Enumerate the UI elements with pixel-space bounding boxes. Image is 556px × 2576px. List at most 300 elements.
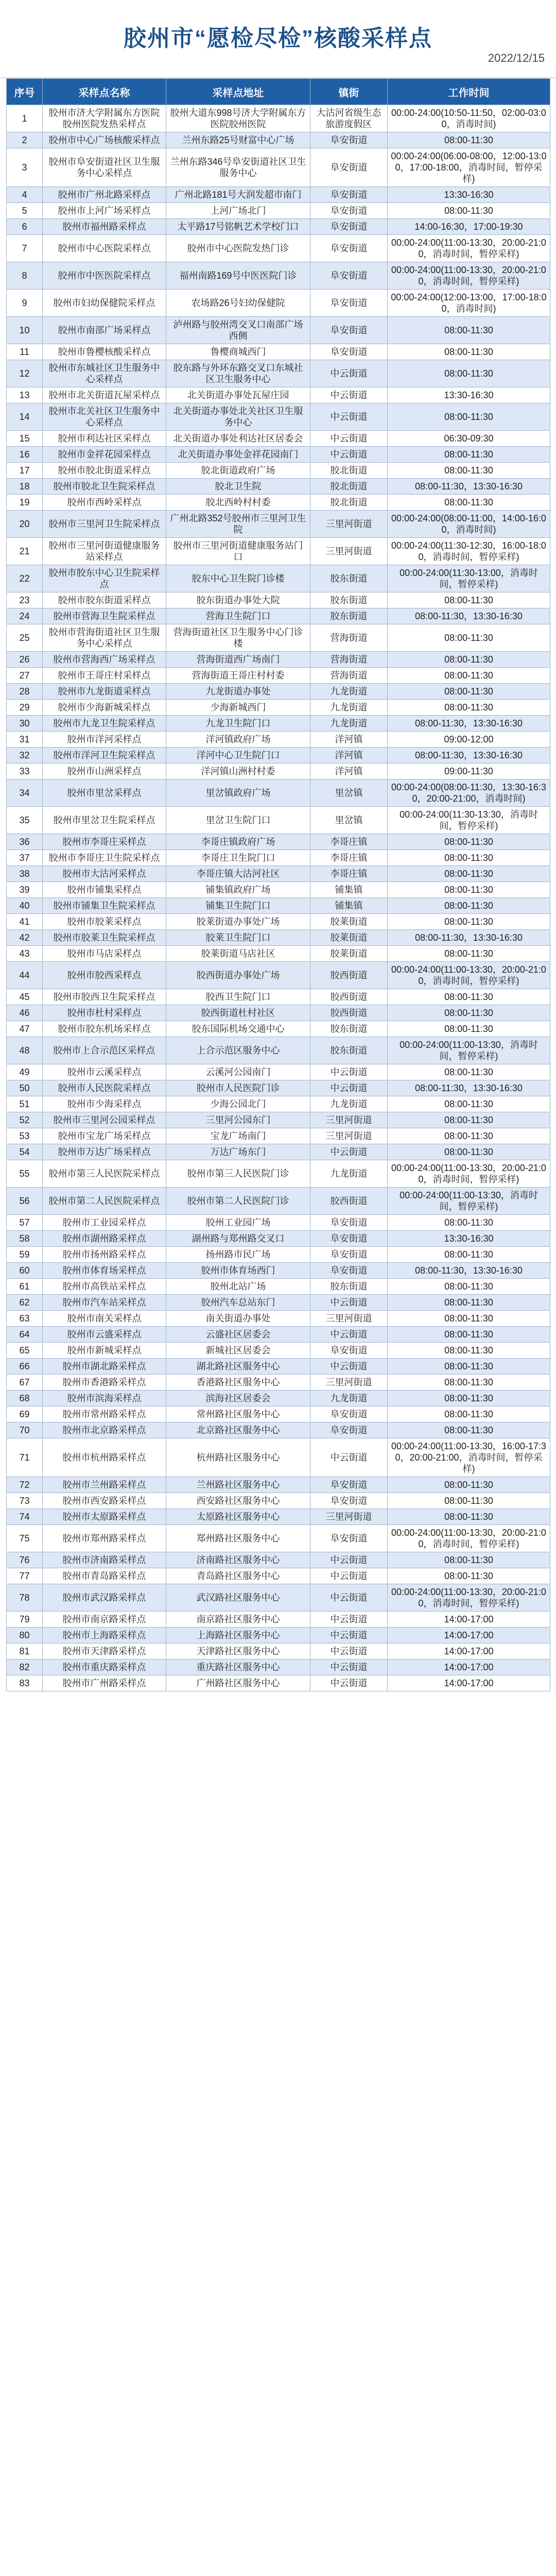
cell-index: 26 <box>7 652 43 668</box>
cell-index: 53 <box>7 1128 43 1144</box>
cell-index: 39 <box>7 882 43 898</box>
cell-index: 12 <box>7 360 43 387</box>
cell-hours: 08:00-11:30 <box>388 914 550 930</box>
cell-town: 中云街道 <box>310 1643 388 1659</box>
cell-address: 杭州路社区服务中心 <box>166 1438 310 1477</box>
cell-address: 胶西街道杜村社区 <box>166 1005 310 1021</box>
cell-hours: 14:00-17:00 <box>388 1612 550 1628</box>
cell-address: 宝龙广场南门 <box>166 1128 310 1144</box>
cell-hours: 08:00-11:30 <box>388 1144 550 1160</box>
cell-hours: 08:00-11:30 <box>388 203 550 219</box>
cell-address: 扬州路市民广场 <box>166 1247 310 1263</box>
cell-hours: 08:00-11:30 <box>388 447 550 463</box>
col-header-address: 采样点地址 <box>166 79 310 105</box>
table-row <box>7 684 550 700</box>
table-row <box>7 1659 550 1675</box>
cell-town: 阜安街道 <box>310 132 388 148</box>
cell-hours: 08:00-11:30 <box>388 344 550 360</box>
cell-address: 兰州路社区服务中心 <box>166 1477 310 1493</box>
table-row <box>7 1525 550 1552</box>
cell-address: 胶北卫生院 <box>166 479 310 495</box>
cell-address: 云盛社区居委会 <box>166 1327 310 1343</box>
cell-hours: 00:00-24:00(11:00-13:30，20:00-21:00，消毒时间，暂停采样) <box>388 235 550 262</box>
cell-index: 44 <box>7 962 43 989</box>
cell-town: 九龙街道 <box>310 684 388 700</box>
cell-hours: 00:00-24:00(08:00-11:30，13:30-16:30，20:00-21:00，消毒时间) <box>388 779 550 807</box>
cell-hours: 08:00-11:30 <box>388 1247 550 1263</box>
table-row <box>7 290 550 317</box>
cell-index: 66 <box>7 1359 43 1375</box>
cell-town: 中云街道 <box>310 1612 388 1628</box>
cell-address: 南关街道办事处 <box>166 1311 310 1327</box>
cell-town: 阜安街道 <box>310 235 388 262</box>
cell-hours: 08:00-11:30 <box>388 989 550 1005</box>
cell-town: 洋河镇 <box>310 764 388 779</box>
cell-address: 上海路社区服务中心 <box>166 1628 310 1643</box>
cell-site-name: 胶州市鲁樱核酸采样点 <box>43 344 166 360</box>
cell-index: 45 <box>7 989 43 1005</box>
cell-hours: 08:00-11:30 <box>388 1477 550 1493</box>
cell-address: 里岔卫生院门口 <box>166 807 310 834</box>
table-row <box>7 1295 550 1311</box>
table-row <box>7 403 550 431</box>
table-row <box>7 447 550 463</box>
cell-town: 中云街道 <box>310 1659 388 1675</box>
cell-site-name: 胶州市胶西卫生院采样点 <box>43 989 166 1005</box>
cell-index: 40 <box>7 898 43 914</box>
sampling-sites-table <box>6 78 550 1691</box>
cell-site-name: 胶州市天津路采样点 <box>43 1643 166 1659</box>
cell-site-name: 胶州市三里河公园采样点 <box>43 1112 166 1128</box>
cell-site-name: 胶州市马店采样点 <box>43 946 166 962</box>
cell-town: 胶东街道 <box>310 1037 388 1064</box>
cell-hours: 00:00-24:00(11:00-13:30，20:00-21:00，消毒时间，暂停采样) <box>388 962 550 989</box>
cell-town: 李哥庄镇 <box>310 866 388 882</box>
cell-hours: 08:00-11:30，13:30-16:30 <box>388 479 550 495</box>
cell-town: 阜安街道 <box>310 187 388 203</box>
cell-hours: 09:00-11:30 <box>388 764 550 779</box>
cell-site-name: 胶州市第二人民医院采样点 <box>43 1188 166 1215</box>
cell-index: 59 <box>7 1247 43 1263</box>
cell-town: 阜安街道 <box>310 1477 388 1493</box>
cell-town: 胶西街道 <box>310 962 388 989</box>
page-title: 胶州市“愿检尽检”核酸采样点 <box>124 26 432 51</box>
cell-index: 22 <box>7 565 43 592</box>
cell-town: 阜安街道 <box>310 290 388 317</box>
table-row <box>7 834 550 850</box>
cell-address: 南京路社区服务中心 <box>166 1612 310 1628</box>
cell-hours: 08:00-11:30，13:30-16:30 <box>388 608 550 624</box>
cell-index: 82 <box>7 1659 43 1675</box>
cell-address: 九龙街道办事处 <box>166 684 310 700</box>
cell-town: 李哥庄镇 <box>310 834 388 850</box>
cell-town: 阜安街道 <box>310 1231 388 1247</box>
cell-site-name: 胶州市西岭采样点 <box>43 495 166 511</box>
cell-address: 西安路社区服务中心 <box>166 1493 310 1509</box>
cell-town: 胶东街道 <box>310 1279 388 1295</box>
cell-index: 15 <box>7 431 43 447</box>
cell-hours: 08:00-11:30 <box>388 592 550 608</box>
cell-index: 63 <box>7 1311 43 1327</box>
cell-site-name: 胶州市胶东街道采样点 <box>43 592 166 608</box>
cell-hours: 08:00-11:30 <box>388 684 550 700</box>
cell-address: 福州南路169号中医医院门诊 <box>166 262 310 290</box>
cell-index: 9 <box>7 290 43 317</box>
cell-index: 68 <box>7 1391 43 1406</box>
cell-address: 重庆路社区服务中心 <box>166 1659 310 1675</box>
cell-index: 77 <box>7 1568 43 1584</box>
cell-address: 里岔镇政府广场 <box>166 779 310 807</box>
cell-address: 上合示范区服务中心 <box>166 1037 310 1064</box>
cell-hours: 14:00-17:00 <box>388 1675 550 1691</box>
table-row <box>7 431 550 447</box>
table-row <box>7 1552 550 1568</box>
cell-site-name: 胶州市少海新城采样点 <box>43 700 166 716</box>
cell-hours: 06:30-09:30 <box>388 431 550 447</box>
cell-hours: 00:00-24:00(06:00-08:00，12:00-13:00，17:00-18:00，消毒时间，暂停采样) <box>388 148 550 187</box>
cell-address: 鲁樱商城西门 <box>166 344 310 360</box>
cell-address: 胶州市三里河街道健康服务站门口 <box>166 538 310 565</box>
table-row <box>7 700 550 716</box>
cell-address: 湖州路与郑州路交叉口 <box>166 1231 310 1247</box>
cell-hours: 08:00-11:30 <box>388 1568 550 1584</box>
table-row <box>7 748 550 764</box>
cell-hours: 08:00-11:30 <box>388 1375 550 1391</box>
cell-address: 广州北路352号胶州市三里河卫生院 <box>166 511 310 538</box>
cell-index: 36 <box>7 834 43 850</box>
cell-hours: 08:00-11:30，13:30-16:30 <box>388 748 550 764</box>
cell-address: 九龙卫生院门口 <box>166 716 310 732</box>
cell-site-name: 胶州市金祥花园采样点 <box>43 447 166 463</box>
cell-index: 56 <box>7 1188 43 1215</box>
cell-town: 胶莱街道 <box>310 946 388 962</box>
cell-address: 营海街道社区卫生服务中心门诊楼 <box>166 624 310 652</box>
cell-hours: 08:00-11:30，13:30-16:30 <box>388 716 550 732</box>
table-row <box>7 1096 550 1112</box>
cell-address: 北关街道办事处利达社区居委会 <box>166 431 310 447</box>
cell-address: 北关街道办事处金祥花园南门 <box>166 447 310 463</box>
cell-address: 胶东国际机场交通中心 <box>166 1021 310 1037</box>
cell-site-name: 胶州市杜村采样点 <box>43 1005 166 1021</box>
cell-address: 胶莱街道办事处广场 <box>166 914 310 930</box>
cell-hours: 08:00-11:30 <box>388 1359 550 1375</box>
cell-town: 阜安街道 <box>310 203 388 219</box>
cell-town: 胶东街道 <box>310 1021 388 1037</box>
cell-index: 6 <box>7 219 43 235</box>
table-row <box>7 538 550 565</box>
cell-hours: 00:00-24:00(11:00-13:30，16:00-17:30，20:00-21:00，消毒时间，暂停采样) <box>388 1438 550 1477</box>
table-row <box>7 317 550 344</box>
cell-index: 19 <box>7 495 43 511</box>
cell-address: 胶州市人民医院门诊 <box>166 1080 310 1096</box>
table-row <box>7 624 550 652</box>
cell-address: 洋河中心卫生院门口 <box>166 748 310 764</box>
cell-town: 阜安街道 <box>310 262 388 290</box>
cell-hours: 00:00-24:00(11:00-13:30，20:00-21:00，消毒时间，暂停采样) <box>388 1525 550 1552</box>
table-row <box>7 360 550 387</box>
table-row <box>7 1359 550 1375</box>
table-row <box>7 1327 550 1343</box>
cell-address: 兰州东路25号财富中心广场 <box>166 132 310 148</box>
cell-index: 8 <box>7 262 43 290</box>
cell-town: 胶北街道 <box>310 479 388 495</box>
cell-town: 铺集镇 <box>310 882 388 898</box>
cell-site-name: 胶州市太原路采样点 <box>43 1509 166 1525</box>
table-row <box>7 1493 550 1509</box>
cell-index: 50 <box>7 1080 43 1096</box>
cell-address: 胶州市第三人民医院门诊 <box>166 1160 310 1188</box>
cell-address: 香港路社区服务中心 <box>166 1375 310 1391</box>
table-row <box>7 807 550 834</box>
cell-site-name: 胶州市兰州路采样点 <box>43 1477 166 1493</box>
cell-address: 胶州北站广场 <box>166 1279 310 1295</box>
table-row <box>7 565 550 592</box>
table-row <box>7 989 550 1005</box>
cell-town: 九龙街道 <box>310 1096 388 1112</box>
table-row <box>7 1311 550 1327</box>
cell-address: 胶州工业园广场 <box>166 1215 310 1231</box>
cell-town: 胶西街道 <box>310 1188 388 1215</box>
cell-site-name: 胶州市营海西广场采样点 <box>43 652 166 668</box>
cell-town: 中云街道 <box>310 1568 388 1584</box>
table-row <box>7 592 550 608</box>
cell-town: 中云街道 <box>310 387 388 403</box>
cell-address: 胶北西岭村村委 <box>166 495 310 511</box>
cell-hours: 00:00-24:00(11:00-13:30，20:00-21:00，消毒时间，暂停采样) <box>388 1584 550 1612</box>
cell-town: 胶莱街道 <box>310 914 388 930</box>
cell-address: 胶东路与外环东路交叉口东城社区卫生服务中心 <box>166 360 310 387</box>
cell-address: 湖北路社区服务中心 <box>166 1359 310 1375</box>
cell-town: 三里河街道 <box>310 1112 388 1128</box>
table-row <box>7 764 550 779</box>
cell-site-name: 胶州市利达社区采样点 <box>43 431 166 447</box>
cell-site-name: 胶州市杭州路采样点 <box>43 1438 166 1477</box>
cell-index: 2 <box>7 132 43 148</box>
cell-town: 三里河街道 <box>310 511 388 538</box>
cell-site-name: 胶州市铺集采样点 <box>43 882 166 898</box>
cell-index: 5 <box>7 203 43 219</box>
table-row <box>7 1037 550 1064</box>
table-row <box>7 1612 550 1628</box>
cell-index: 58 <box>7 1231 43 1247</box>
cell-town: 中云街道 <box>310 431 388 447</box>
cell-site-name: 胶州市青岛路采样点 <box>43 1568 166 1584</box>
cell-site-name: 胶州市胶西采样点 <box>43 962 166 989</box>
table-header-row <box>7 79 550 105</box>
cell-town: 中云街道 <box>310 447 388 463</box>
cell-index: 25 <box>7 624 43 652</box>
table-row <box>7 1477 550 1493</box>
cell-address: 太原路社区服务中心 <box>166 1509 310 1525</box>
cell-index: 60 <box>7 1263 43 1279</box>
table-row <box>7 262 550 290</box>
cell-site-name: 胶州市上河广场采样点 <box>43 203 166 219</box>
cell-hours: 00:00-24:00(11:30-13:30，消毒时间，暂停采样) <box>388 807 550 834</box>
cell-town: 李哥庄镇 <box>310 850 388 866</box>
table-row <box>7 1568 550 1584</box>
cell-index: 13 <box>7 387 43 403</box>
cell-index: 52 <box>7 1112 43 1128</box>
cell-index: 80 <box>7 1628 43 1643</box>
cell-hours: 00:00-24:00(11:30-13:00，消毒时间，暂停采样) <box>388 565 550 592</box>
table-row <box>7 1438 550 1477</box>
cell-hours: 08:00-11:30 <box>388 1327 550 1343</box>
cell-address: 少海新城西门 <box>166 700 310 716</box>
cell-site-name: 胶州市滨海采样点 <box>43 1391 166 1406</box>
cell-site-name: 胶州市南京路采样点 <box>43 1612 166 1628</box>
cell-address: 胶州市中心医院发热门诊 <box>166 235 310 262</box>
cell-site-name: 胶州市南关采样点 <box>43 1311 166 1327</box>
cell-hours: 08:00-11:30 <box>388 1493 550 1509</box>
cell-index: 83 <box>7 1675 43 1691</box>
cell-address: 胶东中心卫生院门诊楼 <box>166 565 310 592</box>
table-row <box>7 668 550 684</box>
cell-hours: 08:00-11:30 <box>388 850 550 866</box>
cell-address: 胶州大道东998号济大学附属东方医院胶州医院 <box>166 105 310 132</box>
cell-hours: 08:00-11:30 <box>388 946 550 962</box>
cell-hours: 08:00-11:30 <box>388 1128 550 1144</box>
cell-hours: 13:30-16:30 <box>388 187 550 203</box>
cell-site-name: 胶州市大沽河采样点 <box>43 866 166 882</box>
table-row <box>7 608 550 624</box>
table-row <box>7 1509 550 1525</box>
cell-address: 胶西街道办事处广场 <box>166 962 310 989</box>
cell-address: 三里河公园东门 <box>166 1112 310 1128</box>
col-header-town: 镇街 <box>310 79 388 105</box>
cell-hours: 08:00-11:30 <box>388 1005 550 1021</box>
cell-index: 57 <box>7 1215 43 1231</box>
cell-index: 20 <box>7 511 43 538</box>
cell-hours: 08:00-11:30，13:30-16:30 <box>388 1263 550 1279</box>
cell-index: 18 <box>7 479 43 495</box>
cell-site-name: 胶州市胶东机场采样点 <box>43 1021 166 1037</box>
cell-hours: 08:00-11:30 <box>388 1311 550 1327</box>
cell-site-name: 胶州市中心医院采样点 <box>43 235 166 262</box>
cell-town: 三里河街道 <box>310 538 388 565</box>
cell-hours: 08:00-11:30 <box>388 1295 550 1311</box>
table-row <box>7 1188 550 1215</box>
cell-hours: 08:00-11:30 <box>388 898 550 914</box>
cell-site-name: 胶州市胶北卫生院采样点 <box>43 479 166 495</box>
cell-site-name: 胶州市王哥庄村采样点 <box>43 668 166 684</box>
table-row <box>7 1628 550 1643</box>
cell-index: 3 <box>7 148 43 187</box>
cell-town: 中云街道 <box>310 1584 388 1612</box>
cell-address: 上河广场北门 <box>166 203 310 219</box>
table-row <box>7 914 550 930</box>
table-row <box>7 1080 550 1096</box>
cell-hours: 08:00-11:30 <box>388 1406 550 1422</box>
table-row <box>7 187 550 203</box>
cell-index: 32 <box>7 748 43 764</box>
cell-site-name: 胶州市九龙卫生院采样点 <box>43 716 166 732</box>
cell-town: 大沽河省级生态旅游度假区 <box>310 105 388 132</box>
table-row <box>7 1112 550 1128</box>
cell-index: 41 <box>7 914 43 930</box>
cell-index: 74 <box>7 1509 43 1525</box>
cell-site-name: 胶州市体育场采样点 <box>43 1263 166 1279</box>
cell-site-name: 胶州市湖州路采样点 <box>43 1231 166 1247</box>
cell-hours: 00:00-24:00(10:50-11:50，02:00-03:00，消毒时间) <box>388 105 550 132</box>
table-row <box>7 946 550 962</box>
cell-site-name: 胶州市第三人民医院采样点 <box>43 1160 166 1188</box>
cell-site-name: 胶州市胶莱卫生院采样点 <box>43 930 166 946</box>
table-row <box>7 1005 550 1021</box>
cell-index: 16 <box>7 447 43 463</box>
cell-index: 62 <box>7 1295 43 1311</box>
cell-town: 中云街道 <box>310 360 388 387</box>
cell-address: 北关街道办事处北关社区卫生服务中心 <box>166 403 310 431</box>
cell-site-name: 胶州市铺集卫生院采样点 <box>43 898 166 914</box>
cell-site-name: 胶州市营海街道社区卫生服务中心采样点 <box>43 624 166 652</box>
cell-address: 万达广场东门 <box>166 1144 310 1160</box>
cell-hours: 08:00-11:30 <box>388 834 550 850</box>
cell-town: 中云街道 <box>310 1080 388 1096</box>
cell-index: 70 <box>7 1422 43 1438</box>
cell-town: 阜安街道 <box>310 1525 388 1552</box>
table-row <box>7 1064 550 1080</box>
cell-hours: 08:00-11:30 <box>388 624 550 652</box>
cell-index: 21 <box>7 538 43 565</box>
table-row <box>7 866 550 882</box>
cell-address: 胶东街道办事处大院 <box>166 592 310 608</box>
cell-town: 阜安街道 <box>310 1247 388 1263</box>
cell-town: 胶西街道 <box>310 1005 388 1021</box>
cell-site-name: 胶州市郑州路采样点 <box>43 1525 166 1552</box>
cell-town: 铺集镇 <box>310 898 388 914</box>
cell-address: 胶州汽车总站东门 <box>166 1295 310 1311</box>
cell-site-name: 胶州市洋河采样点 <box>43 732 166 748</box>
cell-address: 洋河镇政府广场 <box>166 732 310 748</box>
cell-site-name: 胶州市福州路采样点 <box>43 219 166 235</box>
cell-site-name: 胶州市济大学附属东方医院胶州医院发热采样点 <box>43 105 166 132</box>
cell-town: 三里河街道 <box>310 1509 388 1525</box>
cell-site-name: 胶州市云溪采样点 <box>43 1064 166 1080</box>
cell-index: 71 <box>7 1438 43 1477</box>
cell-index: 81 <box>7 1643 43 1659</box>
cell-index: 24 <box>7 608 43 624</box>
cell-index: 46 <box>7 1005 43 1021</box>
cell-index: 42 <box>7 930 43 946</box>
cell-site-name: 胶州市万达广场采样点 <box>43 1144 166 1160</box>
cell-index: 61 <box>7 1279 43 1295</box>
table-row <box>7 463 550 479</box>
table-row <box>7 962 550 989</box>
cell-hours: 08:00-11:30 <box>388 1552 550 1568</box>
cell-hours: 00:00-24:00(12:00-13:00，17:00-18:00，消毒时间) <box>388 290 550 317</box>
table-row <box>7 930 550 946</box>
cell-site-name: 胶州市洋河卫生院采样点 <box>43 748 166 764</box>
cell-site-name: 胶州市三里河卫生院采样点 <box>43 511 166 538</box>
cell-site-name: 胶州市新城采样点 <box>43 1343 166 1359</box>
col-header-name: 采样点名称 <box>43 79 166 105</box>
cell-town: 中云街道 <box>310 1064 388 1080</box>
cell-address: 胶莱街道马店社区 <box>166 946 310 962</box>
table-row <box>7 132 550 148</box>
cell-site-name: 胶州市宝龙广场采样点 <box>43 1128 166 1144</box>
table-row <box>7 1643 550 1659</box>
cell-address: 营海街道王哥庄村村委 <box>166 668 310 684</box>
cell-town: 中云街道 <box>310 1295 388 1311</box>
cell-address: 李哥庄镇大沽河社区 <box>166 866 310 882</box>
cell-hours: 08:00-11:30 <box>388 700 550 716</box>
cell-site-name: 胶州市云盛采样点 <box>43 1327 166 1343</box>
cell-hours: 08:00-11:30，13:30-16:30 <box>388 930 550 946</box>
cell-town: 九龙街道 <box>310 716 388 732</box>
cell-index: 64 <box>7 1327 43 1343</box>
cell-index: 72 <box>7 1477 43 1493</box>
cell-index: 14 <box>7 403 43 431</box>
